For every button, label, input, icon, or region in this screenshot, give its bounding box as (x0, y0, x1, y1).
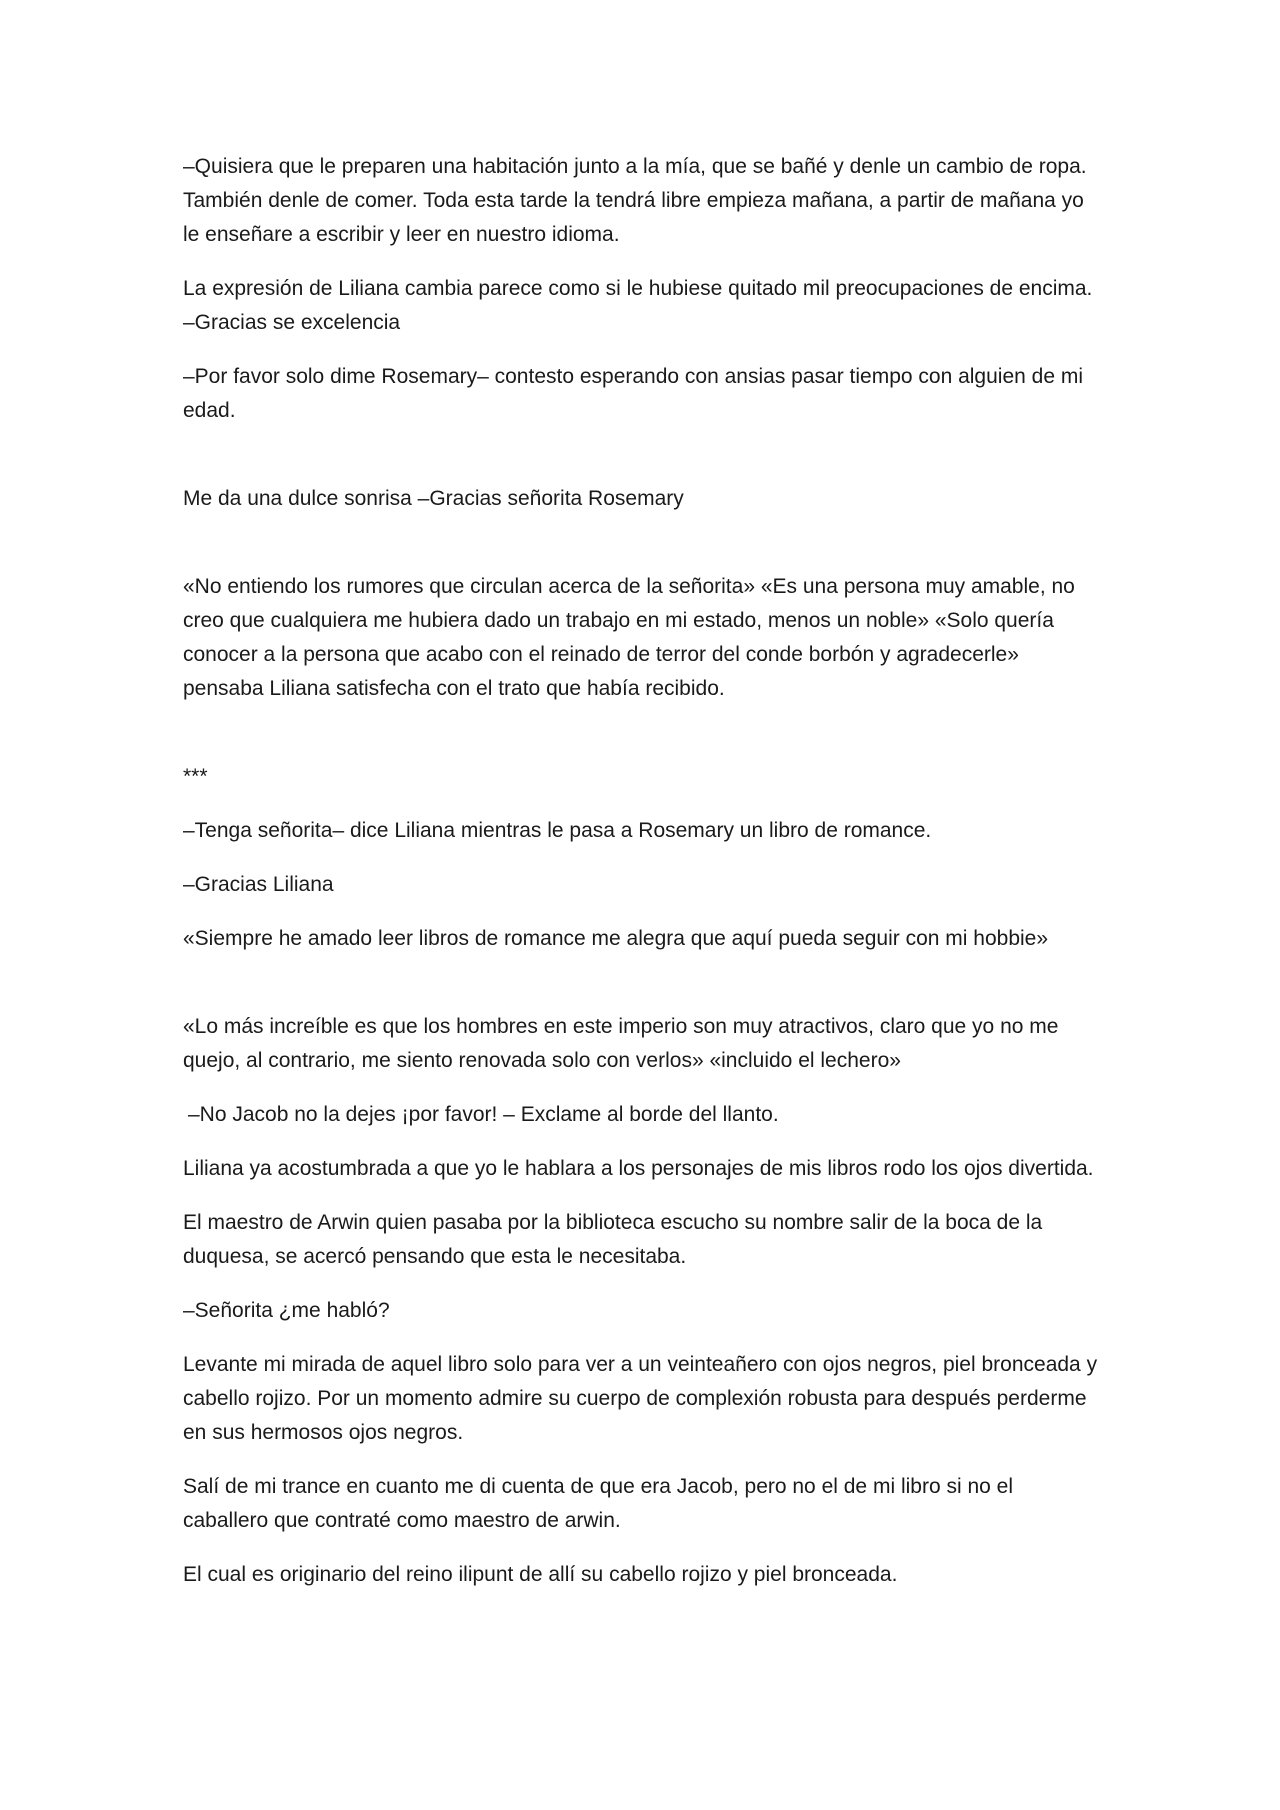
scene-break: *** (183, 765, 208, 788)
paragraph: El maestro de Arwin quien pasaba por la biblioteca escucho su nombre salir de la boca de la duquesa, se acercó pensando que esta le necesitaba. (183, 1211, 1043, 1268)
paragraph: Levante mi mirada de aquel libro solo para ver a un veinteañero con ojos negros, piel bronceada y cabello rojizo. Por un momento admire su cuerpo de complexión robusta para después perderme en sus hermosos ojos negros. (183, 1353, 1098, 1444)
paragraph: –Por favor solo dime Rosemary– contesto esperando con ansias pasar tiempo con alguien de mi edad. (183, 365, 1083, 422)
paragraph: Salí de mi trance en cuanto me di cuenta de que era Jacob, pero no el de mi libro si no el caballero que contraté como maestro de arwin. (183, 1475, 1013, 1532)
paragraph: –Señorita ¿me habló? (183, 1299, 390, 1322)
document-body (183, 150, 1103, 1612)
paragraph: –Quisiera que le preparen una habitación junto a la mía, que se bañé y denle un cambio de ropa. También denle de comer. Toda esta tarde la tendrá libre empieza mañana, a partir de mañana yo le enseñare a escribir y leer en nuestro idioma. (183, 155, 1087, 246)
paragraph: La expresión de Liliana cambia parece como si le hubiese quitado mil preocupaciones de encima. –Gracias se excelencia (183, 277, 1093, 334)
paragraph: «No entiendo los rumores que circulan acerca de la señorita» «Es una persona muy amable, no creo que cualquiera me hubiera dado un trabajo en mi estado, menos un noble» «Solo quería conocer a la persona que acabo con el reinado de terror del conde borbón y agradecerle» pensaba Liliana satisfecha con el trato que había recibido. (183, 575, 1075, 700)
paragraph: Me da una dulce sonrisa –Gracias señorita Rosemary (183, 487, 684, 510)
paragraph: El cual es originario del reino ilipunt de allí su cabello rojizo y piel bronceada. (183, 1563, 898, 1586)
paragraph: –No Jacob no la dejes ¡por favor! – Exclame al borde del llanto. (188, 1103, 779, 1126)
paragraph: –Tenga señorita– dice Liliana mientras le pasa a Rosemary un libro de romance. (183, 819, 932, 842)
paragraph: «Siempre he amado leer libros de romance me alegra que aquí pueda seguir con mi hobbie» (183, 927, 1049, 950)
paragraph: –Gracias Liliana (183, 873, 334, 896)
paragraph: Liliana ya acostumbrada a que yo le hablara a los personajes de mis libros rodo los ojos divertida. (183, 1157, 1094, 1180)
paragraph: «Lo más increíble es que los hombres en este imperio son muy atractivos, claro que yo no me quejo, al contrario, me siento renovada solo con verlos» «incluido el lechero» (183, 1015, 1059, 1072)
